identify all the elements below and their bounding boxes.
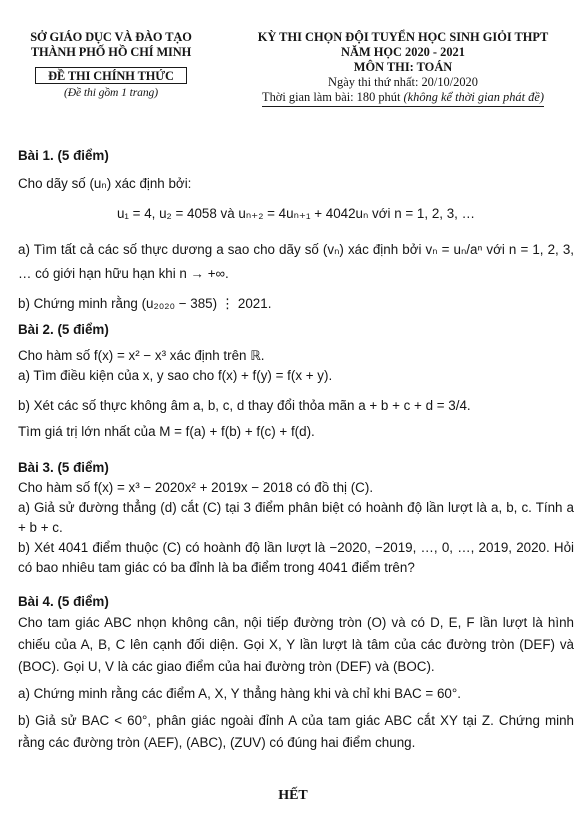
end-mark: HẾT <box>278 788 308 803</box>
problem-formula: u₁ = 4, u₂ = 4058 và uₙ₊₂ = 4uₙ₊₁ + 4042uₙ với n = 1, 2, 3, … <box>116 206 475 221</box>
problem-2 <box>18 320 574 442</box>
school-year: NĂM HỌC 2020 - 2021 <box>341 45 465 59</box>
subject: MÔN THI: TOÁN <box>353 60 453 74</box>
problem-intro: Cho tam giác ABC nhọn không cân, nội tiếp đường tròn (O) và có D, E, F lần lượt là hình chiếu của A, B, C lên cạnh đối diện. Gọi X, Y lần lượt là tâm của các đường tròn (DEF) và (BOC). Gọi U, V là các giao điểm của hai đường tròn (DEF) và (BOC). <box>18 615 574 674</box>
problem-4 <box>18 592 574 754</box>
problem-intro: Cho hàm số f(x) = x³ − 2020x² + 2019x − 2018 có đồ thị (C). <box>18 480 374 495</box>
problem-part-a: a) Chứng minh rằng các điểm A, X, Y thẳng hàng khi và chỉ khi BAC = 60°. <box>18 686 461 701</box>
exam-title: KỲ THI CHỌN ĐỘI TUYỂN HỌC SINH GIỎI THPT <box>257 30 549 44</box>
problem-title: Bài 1. (5 điểm) <box>18 148 109 163</box>
problem-part-a: a) Tìm tất cả các số thực dương a sao cho dãy số (vₙ) xác định bởi vₙ = uₙ/aⁿ với n = 1, 2, 3, … có giới hạn hữu hạn khi n → +∞. <box>18 242 574 281</box>
problem-part-b-question: Tìm giá trị lớn nhất của M = f(a) + f(b) + f(c) + f(d). <box>18 424 315 439</box>
exam-date: Ngày thi thứ nhất: 20/10/2020 <box>328 75 478 89</box>
official-exam-label: ĐỀ THI CHÍNH THỨC <box>35 67 187 84</box>
problem-part-a: a) Giả sử đường thẳng (d) cắt (C) tại 3 điểm phân biệt có hoành độ lần lượt là a, b, c. Tính a + b + c. <box>18 500 574 535</box>
exam-content <box>18 146 574 754</box>
problem-part-b: b) Giả sử BAC < 60°, phân giác ngoài đỉnh A của tam giác ABC cắt XY tại Z. Chứng minh rằng các đường tròn (AEF), (ABC), (ZUV) có đúng hai điểm chung. <box>18 713 574 750</box>
pages-note: (Đề thi gồm 1 trang) <box>64 86 158 99</box>
exam-header <box>228 30 578 107</box>
department-line-2: THÀNH PHỐ HỒ CHÍ MINH <box>30 45 192 59</box>
problem-3 <box>18 458 574 578</box>
time-label: Thời gian làm bài: 180 phút <box>262 90 401 104</box>
problem-1 <box>18 146 574 314</box>
time-limit <box>262 90 544 107</box>
problem-part-b: b) Chứng minh rằng (u₂₀₂₀ − 385) ⋮ 2021. <box>18 296 272 311</box>
problem-title: Bài 3. (5 điểm) <box>18 460 109 475</box>
problem-title: Bài 2. (5 điểm) <box>18 322 109 337</box>
department-header <box>18 30 204 100</box>
problem-intro: Cho hàm số f(x) = x² − x³ xác định trên ℝ. <box>18 348 265 363</box>
problem-title: Bài 4. (5 điểm) <box>18 594 109 609</box>
problem-part-b: b) Xét các số thực không âm a, b, c, d thay đổi thỏa mãn a + b + c + d = 3/4. <box>18 398 471 413</box>
problem-part-a: a) Tìm điều kiện của x, y sao cho f(x) + f(y) = f(x + y). <box>18 368 333 383</box>
department-line-1: SỞ GIÁO DỤC VÀ ĐÀO TẠO <box>30 30 192 44</box>
problem-part-b: b) Xét 4041 điểm thuộc (C) có hoành độ lần lượt là −2020, −2019, …, 0, …, 2019, 2020. Hỏi có bao nhiêu tam giác có ba đỉnh là ba điểm trong 4041 điểm trên? <box>18 540 574 575</box>
problem-intro: Cho dãy số (uₙ) xác định bởi: <box>18 176 192 191</box>
time-note: (không kể thời gian phát đề) <box>403 90 544 104</box>
